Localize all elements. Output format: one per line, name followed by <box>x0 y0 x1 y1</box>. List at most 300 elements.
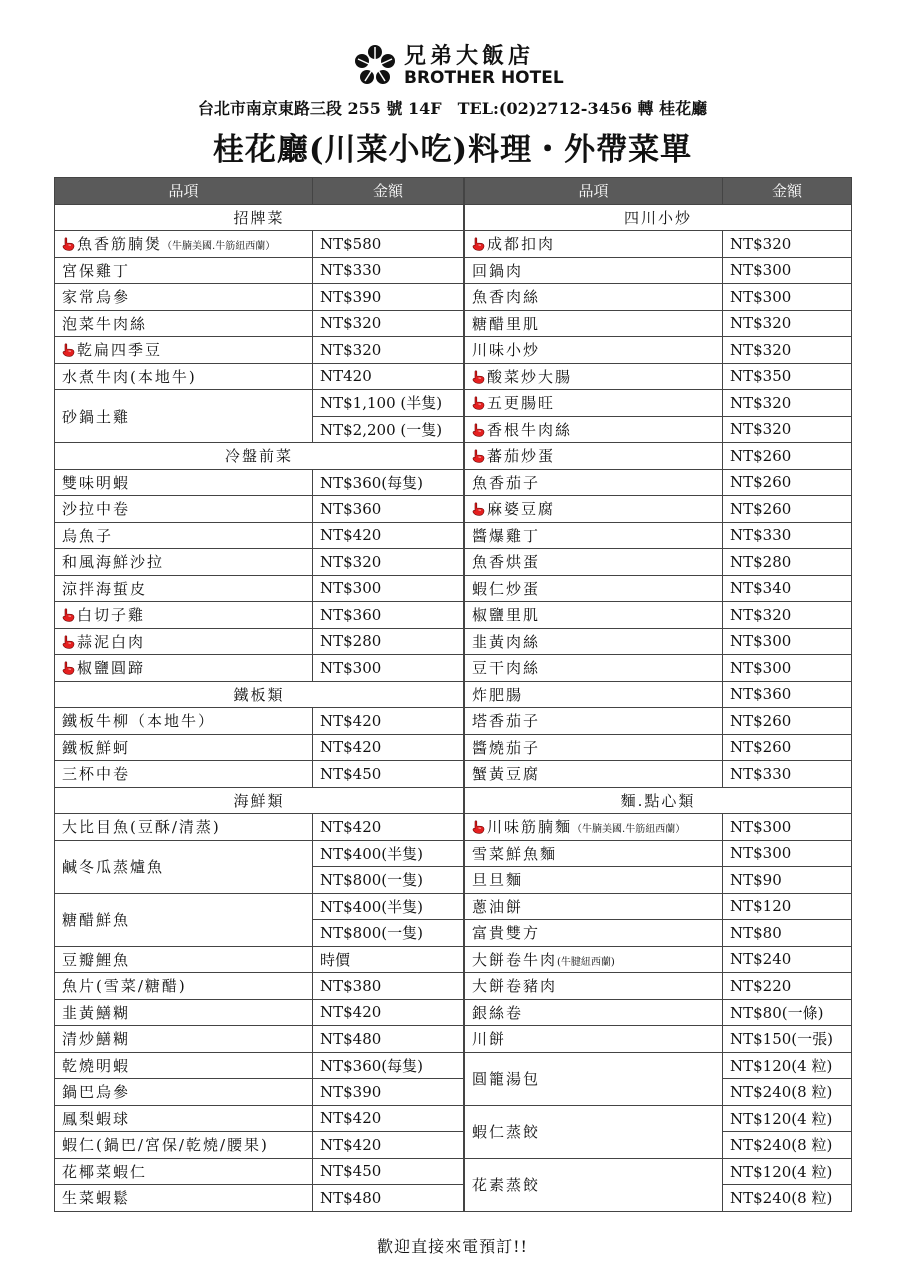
menu-item-name: 香根牛肉絲 <box>487 420 573 439</box>
menu-item-name-cell <box>55 549 313 576</box>
menu-item-price: NT$220 <box>723 973 852 1000</box>
hand-pointing-icon <box>62 237 75 251</box>
menu-item-name: 烏魚子 <box>62 526 114 545</box>
menu-item-price: NT$480 <box>313 1185 464 1212</box>
menu-item-price: NT$360 <box>313 496 464 523</box>
menu-item-row <box>55 1052 464 1079</box>
menu-item-row <box>465 814 852 841</box>
menu-item-price: NT$320 <box>313 549 464 576</box>
menu-item-price: NT$580 <box>313 231 464 258</box>
menu-item-name: 魚香肉絲 <box>472 288 541 307</box>
menu-item-row <box>55 363 464 390</box>
menu-item-name: 塔香茄子 <box>472 712 541 731</box>
menu-item-row <box>465 496 852 523</box>
menu-item-name: 鍋巴烏參 <box>62 1083 131 1102</box>
menu-item-row <box>465 999 852 1026</box>
menu-item-row <box>55 390 464 417</box>
menu-item-name: 五更腸旺 <box>487 394 556 413</box>
menu-table-left <box>54 177 464 1212</box>
menu-item-name-cell <box>55 973 313 1000</box>
menu-table-right <box>464 177 852 1212</box>
menu-item-price: NT$240 <box>723 946 852 973</box>
menu-item-price: NT$280 <box>723 549 852 576</box>
menu-item-name: 鳳梨蝦球 <box>62 1109 131 1128</box>
menu-item-row <box>55 761 464 788</box>
menu-item-row <box>55 734 464 761</box>
menu-item-row <box>465 337 852 364</box>
menu-item-row <box>465 469 852 496</box>
menu-item-row <box>465 575 852 602</box>
menu-item-name-cell <box>465 416 723 443</box>
menu-item-row <box>55 655 464 682</box>
menu-item-price: NT$240(8 粒) <box>723 1079 852 1106</box>
menu-item-price: NT$120(4 粒) <box>723 1052 852 1079</box>
menu-item-row <box>465 522 852 549</box>
menu-item-price: NT$120(4 粒) <box>723 1105 852 1132</box>
menu-item-name-cell <box>55 522 313 549</box>
menu-item-price: NT$260 <box>723 734 852 761</box>
menu-item-name: 砂鍋土雞 <box>62 407 131 426</box>
menu-item-row <box>465 443 852 470</box>
menu-item-price: NT$340 <box>723 575 852 602</box>
menu-item-price: NT$350 <box>723 363 852 390</box>
menu-item-price: NT$360(每隻) <box>313 1052 464 1079</box>
menu-item-name-cell <box>465 575 723 602</box>
menu-item-name: 生菜蝦鬆 <box>62 1189 131 1208</box>
menu-item-name-cell <box>465 840 723 867</box>
section-row <box>55 204 464 231</box>
menu-item-name: 麻婆豆腐 <box>487 500 556 519</box>
menu-item-name-cell <box>465 655 723 682</box>
menu-item-name-cell <box>55 469 313 496</box>
menu-item-name-cell <box>465 628 723 655</box>
menu-item-name: 酸菜炒大腸 <box>487 367 573 386</box>
menu-item-name-cell <box>465 443 723 470</box>
menu-item-row <box>55 814 464 841</box>
menu-item-price: NT$450 <box>313 761 464 788</box>
section-title: 海鮮類 <box>55 787 464 814</box>
menu-item-price: NT$260 <box>723 469 852 496</box>
menu-item-row <box>465 1105 852 1132</box>
section-row <box>465 787 852 814</box>
menu-item-name: 水煮牛肉(本地牛) <box>62 367 197 386</box>
menu-item-row <box>465 867 852 894</box>
menu-item-row <box>465 973 852 1000</box>
menu-item-name: 魚香茄子 <box>472 473 541 492</box>
menu-item-note: （牛腩美國.牛筋紐西蘭） <box>572 824 686 836</box>
menu-item-name: 大餅卷豬肉 <box>472 977 558 996</box>
menu-item-row <box>55 257 464 284</box>
menu-item-name: 沙拉中卷 <box>62 500 131 519</box>
menu-item-name-cell <box>465 1105 723 1158</box>
menu-item-price: NT$420 <box>313 814 464 841</box>
hand-pointing-icon <box>472 502 485 516</box>
logo-english-name: BROTHER HOTEL <box>404 68 564 88</box>
menu-item-price: NT$280 <box>313 628 464 655</box>
menu-item-price: NT$150(一張) <box>723 1026 852 1053</box>
menu-item-row <box>465 1158 852 1185</box>
menu-item-name: 宮保雞丁 <box>62 261 131 280</box>
menu-item-row <box>55 708 464 735</box>
menu-item-price: NT$260 <box>723 496 852 523</box>
menu-item-row <box>55 602 464 629</box>
menu-item-price: NT$800(一隻) <box>313 920 464 947</box>
menu-item-name: 蝦仁蒸餃 <box>472 1123 541 1141</box>
hand-pointing-icon <box>472 820 485 834</box>
menu-item-name-cell <box>465 390 723 417</box>
menu-item-name-cell <box>465 602 723 629</box>
menu-item-row <box>465 231 852 258</box>
menu-item-name-cell <box>55 734 313 761</box>
menu-item-price: NT$400(半隻) <box>313 893 464 920</box>
menu-item-price: NT$260 <box>723 708 852 735</box>
menu-item-name: 蝦仁炒蛋 <box>472 579 541 598</box>
menu-item-price: NT$240(8 粒) <box>723 1132 852 1159</box>
menu-item-row <box>55 999 464 1026</box>
menu-item-name-cell <box>465 946 723 973</box>
menu-item-name-cell <box>465 681 723 708</box>
hand-pointing-icon <box>472 449 485 463</box>
address-line: 台北市南京東路三段 255 號 14F TEL:(02)2712-3456 轉 桂花廳 <box>197 99 708 118</box>
menu-item-name: 蝦仁(鍋巴/宮保/乾燒/腰果) <box>62 1136 269 1155</box>
menu-item-name-cell <box>55 496 313 523</box>
menu-item-name: 花素蒸餃 <box>472 1176 541 1194</box>
menu-item-name-cell <box>55 602 313 629</box>
menu-item-name-cell <box>55 814 313 841</box>
hand-pointing-icon <box>472 423 485 437</box>
menu-item-price: NT$420 <box>313 734 464 761</box>
menu-item-price: 時價 <box>313 946 464 973</box>
menu-item-name: 豆瓣鯉魚 <box>62 950 131 969</box>
menu-item-name-cell <box>465 231 723 258</box>
hand-pointing-icon <box>472 237 485 251</box>
menu-item-price: NT$320 <box>723 602 852 629</box>
menu-item-name: 魚片(雪菜/糖醋) <box>62 977 187 996</box>
menu-item-row <box>55 1105 464 1132</box>
menu-item-price: NT$360 <box>723 681 852 708</box>
menu-item-name: 川味筋腩麵 <box>487 818 573 837</box>
menu-item-price: NT$360 <box>313 602 464 629</box>
menu-item-name-cell <box>465 734 723 761</box>
section-title: 鐵板類 <box>55 681 464 708</box>
menu-item-name: 魚香筋腩煲 <box>77 235 163 254</box>
flower-logo-icon <box>352 43 398 89</box>
menu-item-name-cell <box>55 946 313 973</box>
menu-item-name: 泡菜牛肉絲 <box>62 314 148 333</box>
menu-item-row <box>55 1185 464 1212</box>
section-row <box>55 787 464 814</box>
menu-item-row <box>465 310 852 337</box>
hand-pointing-icon <box>472 370 485 384</box>
section-title: 冷盤前菜 <box>55 443 464 470</box>
menu-item-price: NT$300 <box>723 655 852 682</box>
menu-item-price: NT$330 <box>313 257 464 284</box>
menu-item-name: 鐵板牛柳（本地牛） <box>62 712 216 731</box>
menu-item-name: 乾燒明蝦 <box>62 1056 131 1075</box>
menu-item-name-cell <box>465 549 723 576</box>
menu-item-name: 旦旦麵 <box>472 871 524 890</box>
menu-item-name-cell <box>465 337 723 364</box>
menu-item-name-cell <box>55 1026 313 1053</box>
menu-item-row <box>465 655 852 682</box>
menu-item-name-cell <box>55 337 313 364</box>
menu-item-price: NT$420 <box>313 1132 464 1159</box>
menu-item-price: NT$320 <box>723 337 852 364</box>
menu-item-name: 炸肥腸 <box>472 685 524 704</box>
menu-item-row <box>55 337 464 364</box>
menu-item-row <box>465 390 852 417</box>
menu-item-name: 清炒鱔糊 <box>62 1030 131 1049</box>
menu-item-note: (牛腱紐西蘭) <box>557 956 615 968</box>
section-row <box>465 204 852 231</box>
menu-item-name-cell <box>55 628 313 655</box>
menu-item-price: NT$330 <box>723 761 852 788</box>
menu-item-price: NT$90 <box>723 867 852 894</box>
menu-item-price: NT420 <box>313 363 464 390</box>
menu-item-name-cell <box>465 1026 723 1053</box>
menu-item-name-cell <box>55 284 313 311</box>
menu-item-name-cell <box>55 761 313 788</box>
menu-item-name-cell <box>465 761 723 788</box>
menu-item-name-cell <box>55 310 313 337</box>
menu-item-name: 川味小炒 <box>472 341 541 360</box>
menu-item-name-cell <box>465 310 723 337</box>
menu-item-name: 三杯中卷 <box>62 765 131 784</box>
menu-item-price: NT$380 <box>313 973 464 1000</box>
menu-item-row <box>55 575 464 602</box>
menu-item-name-cell <box>465 363 723 390</box>
menu-item-price: NT$420 <box>313 999 464 1026</box>
menu-item-price: NT$120(4 粒) <box>723 1158 852 1185</box>
menu-item-name: 和風海鮮沙拉 <box>62 553 165 572</box>
menu-item-price: NT$480 <box>313 1026 464 1053</box>
menu-item-price: NT$320 <box>723 416 852 443</box>
menu-item-row <box>465 1052 852 1079</box>
menu-item-row <box>465 257 852 284</box>
menu-item-price: NT$420 <box>313 522 464 549</box>
menu-item-name: 雙味明蝦 <box>62 473 131 492</box>
column-header-price: 金額 <box>723 178 852 205</box>
menu-item-row <box>55 893 464 920</box>
menu-item-name-cell <box>465 973 723 1000</box>
menu-item-name: 大餅卷牛肉 <box>472 950 558 969</box>
section-row <box>55 681 464 708</box>
column-header-price: 金額 <box>313 178 464 205</box>
menu-item-row <box>465 284 852 311</box>
menu-item-name: 雪菜鮮魚麵 <box>472 844 558 863</box>
menu-item-name: 蒜泥白肉 <box>77 632 146 651</box>
menu-item-row <box>465 708 852 735</box>
menu-item-name-cell <box>465 814 723 841</box>
menu-item-note: （牛腩美國.牛筋紐西蘭） <box>162 241 276 253</box>
menu-item-price: NT$300 <box>313 575 464 602</box>
menu-item-price: NT$300 <box>723 284 852 311</box>
menu-item-name: 豆干肉絲 <box>472 659 541 678</box>
menu-item-price: NT$120 <box>723 893 852 920</box>
menu-item-name-cell <box>465 522 723 549</box>
menu-item-price: NT$80(一條) <box>723 999 852 1026</box>
menu-item-name: 醬燒茄子 <box>472 738 541 757</box>
menu-item-name: 白切子雞 <box>77 606 146 625</box>
menu-item-name-cell <box>465 893 723 920</box>
menu-item-name: 家常烏參 <box>62 288 131 307</box>
menu-item-price: NT$450 <box>313 1158 464 1185</box>
menu-item-name: 花椰菜蝦仁 <box>62 1162 148 1181</box>
menu-item-price: NT$400(半隻) <box>313 840 464 867</box>
menu-item-price: NT$320 <box>313 310 464 337</box>
menu-item-name-cell <box>465 284 723 311</box>
menu-item-name-cell <box>465 867 723 894</box>
section-title: 招牌菜 <box>55 204 464 231</box>
menu-item-name-cell <box>465 257 723 284</box>
menu-item-name-cell <box>55 363 313 390</box>
menu-item-name: 富貴雙方 <box>472 924 541 943</box>
menu-item-row <box>55 284 464 311</box>
menu-item-name-cell <box>55 1079 313 1106</box>
menu-item-row <box>465 416 852 443</box>
menu-item-row <box>55 946 464 973</box>
menu-item-row <box>465 734 852 761</box>
hand-pointing-icon <box>472 396 485 410</box>
column-header-item: 品項 <box>465 178 723 205</box>
menu-item-price: NT$300 <box>723 814 852 841</box>
menu-item-row <box>465 920 852 947</box>
hand-pointing-icon <box>62 343 75 357</box>
menu-item-row <box>55 973 464 1000</box>
menu-item-name-cell <box>465 999 723 1026</box>
logo-chinese-name: 兄弟大飯店 <box>404 43 535 69</box>
menu-item-price: NT$320 <box>723 390 852 417</box>
menu-item-name: 蟹黃豆腐 <box>472 765 541 784</box>
menu-item-row <box>465 628 852 655</box>
menu-item-name-cell <box>55 1132 313 1159</box>
menu-item-name-cell <box>465 496 723 523</box>
section-title: 麵.點心類 <box>465 787 852 814</box>
menu-item-name-cell <box>55 1158 313 1185</box>
table-header-row <box>55 178 464 205</box>
menu-item-price: NT$320 <box>723 310 852 337</box>
menu-item-name-cell <box>55 1105 313 1132</box>
menu-item-price: NT$320 <box>313 337 464 364</box>
menu-item-name: 椒鹽里肌 <box>472 606 541 625</box>
menu-item-name-cell <box>465 708 723 735</box>
menu-item-row <box>465 946 852 973</box>
menu-item-row <box>55 469 464 496</box>
menu-item-name: 椒鹽圓蹄 <box>77 659 146 678</box>
menu-item-name: 鐵板鮮蚵 <box>62 738 131 757</box>
menu-item-name-cell <box>55 893 313 946</box>
menu-header <box>0 0 905 176</box>
menu-item-name-cell <box>55 1052 313 1079</box>
menu-item-name: 涼拌海蜇皮 <box>62 579 148 598</box>
menu-item-price: NT$800(一隻) <box>313 867 464 894</box>
menu-item-row <box>465 893 852 920</box>
menu-item-row <box>55 496 464 523</box>
footer-note: 歡迎直接來電預訂!! <box>377 1237 528 1256</box>
menu-item-price: NT$300 <box>723 628 852 655</box>
table-header-row <box>465 178 852 205</box>
menu-item-name: 魚香烘蛋 <box>472 553 541 572</box>
menu-item-price: NT$300 <box>723 840 852 867</box>
menu-item-price: NT$1,100 (半隻) <box>313 390 464 417</box>
hand-pointing-icon <box>62 661 75 675</box>
column-header-item: 品項 <box>55 178 313 205</box>
menu-item-name: 圓籠湯包 <box>472 1070 541 1088</box>
menu-item-name: 蔥油餅 <box>472 897 524 916</box>
hotel-logo <box>352 40 564 92</box>
menu-item-row <box>55 310 464 337</box>
menu-item-name-cell <box>55 840 313 893</box>
menu-item-price: NT$240(8 粒) <box>723 1185 852 1212</box>
menu-item-row <box>465 1026 852 1053</box>
menu-item-name: 韭黃肉絲 <box>472 632 541 651</box>
section-title: 四川小炒 <box>465 204 852 231</box>
menu-item-price: NT$80 <box>723 920 852 947</box>
menu-item-name: 韭黃鱔糊 <box>62 1003 131 1022</box>
menu-item-price: NT$420 <box>313 708 464 735</box>
menu-item-name-cell <box>465 469 723 496</box>
menu-item-row <box>55 628 464 655</box>
menu-item-name: 回鍋肉 <box>472 261 524 280</box>
menu-item-price: NT$320 <box>723 231 852 258</box>
menu-item-row <box>55 522 464 549</box>
menu-item-name-cell <box>55 708 313 735</box>
menu-item-price: NT$420 <box>313 1105 464 1132</box>
menu-item-name-cell <box>55 655 313 682</box>
hand-pointing-icon <box>62 635 75 649</box>
menu-item-name: 鹹冬瓜蒸爐魚 <box>62 858 165 876</box>
menu-item-row <box>465 840 852 867</box>
menu-item-name-cell <box>55 999 313 1026</box>
menu-item-name-cell <box>465 1158 723 1211</box>
menu-item-row <box>55 231 464 258</box>
menu-item-row <box>465 602 852 629</box>
menu-item-row <box>55 1079 464 1106</box>
menu-item-name: 川餅 <box>472 1030 507 1049</box>
menu-item-price: NT$390 <box>313 284 464 311</box>
menu-item-row <box>55 549 464 576</box>
menu-item-name: 銀絲卷 <box>472 1003 524 1022</box>
menu-item-row <box>55 1026 464 1053</box>
section-row <box>55 443 464 470</box>
page-title: 桂花廳(川菜小吃)料理・外帶菜單 <box>212 132 693 168</box>
menu-item-name-cell <box>55 390 313 443</box>
menu-item-name-cell <box>465 920 723 947</box>
menu-item-name: 蕃茄炒蛋 <box>487 447 556 466</box>
menu-item-name: 糖醋里肌 <box>472 314 541 333</box>
menu-item-row <box>465 681 852 708</box>
menu-item-name: 糖醋鮮魚 <box>62 911 131 929</box>
hand-pointing-icon <box>62 608 75 622</box>
menu-item-row <box>55 840 464 867</box>
menu-item-row <box>465 363 852 390</box>
menu-item-name-cell <box>55 1185 313 1212</box>
menu-item-name-cell <box>55 257 313 284</box>
menu-item-name: 乾扁四季豆 <box>77 341 163 360</box>
menu-item-price: NT$300 <box>723 257 852 284</box>
menu-item-price: NT$2,200 (一隻) <box>313 416 464 443</box>
menu-item-name-cell <box>55 231 313 258</box>
menu-item-price: NT$300 <box>313 655 464 682</box>
menu-item-row <box>465 549 852 576</box>
menu-item-name: 大比目魚(豆酥/清蒸) <box>62 818 221 837</box>
menu-item-row <box>465 761 852 788</box>
menu-item-name: 醬爆雞丁 <box>472 526 541 545</box>
menu-item-price: NT$360(每隻) <box>313 469 464 496</box>
menu-item-name-cell <box>55 575 313 602</box>
menu-item-name-cell <box>465 1052 723 1105</box>
menu-item-row <box>55 1132 464 1159</box>
